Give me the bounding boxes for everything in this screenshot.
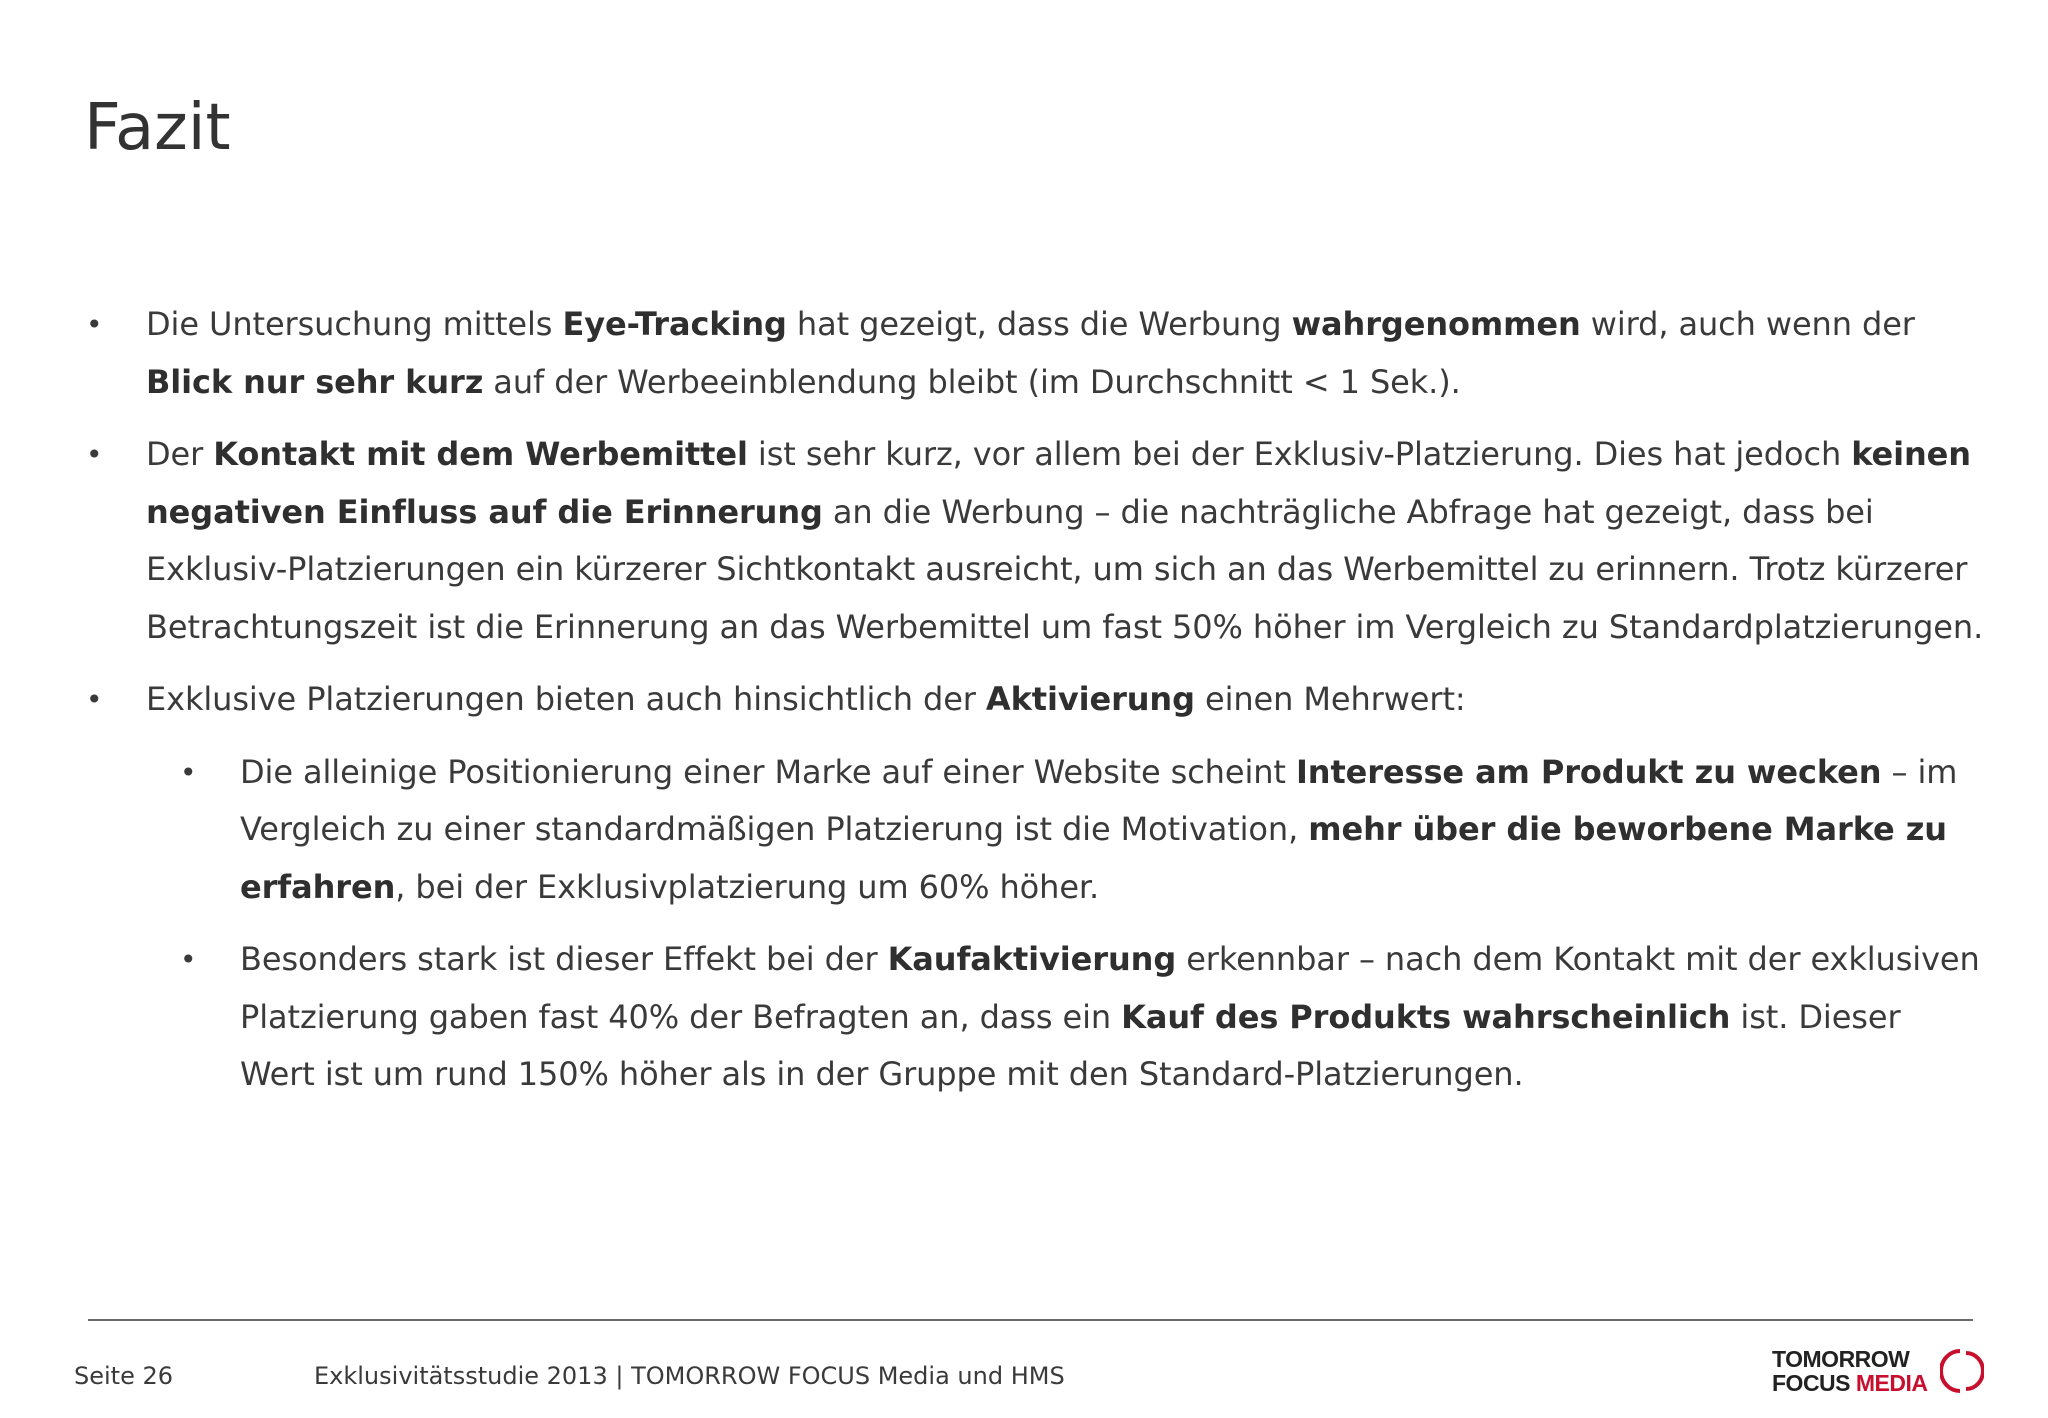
body-text: wird, auch wenn der — [1580, 305, 1915, 343]
body-text: Die Untersuchung mittels — [146, 305, 563, 343]
footer-study-title: Exklusivitätsstudie 2013 | TOMORROW FOCUS Media und HMS — [314, 1362, 1065, 1390]
emphasis-text: Aktivierung — [985, 680, 1195, 718]
logo-text-line2 — [1772, 1370, 1928, 1397]
emphasis-text: Eye-Tracking — [562, 305, 787, 343]
body-text: Die alleinige Positionierung einer Marke auf einer Website scheint — [240, 752, 1296, 791]
body-text: ist sehr kurz, vor allem bei der Exklusiv-Platzierung. Dies hat jedoch — [747, 435, 1852, 473]
bullet-icon: • — [86, 438, 103, 471]
emphasis-text: Kauf des Produkts wahrscheinlich — [1121, 997, 1731, 1036]
body-text: Der — [146, 435, 214, 473]
body-text: an die Werbung – die nachträgliche Abfrage hat gezeigt, dass bei Exklusiv-Platzierungen ein kürzerer Sichtkontakt ausreicht, um sich an das Werbemittel zu erinnern. Trotz kürzerer Betrachtungszeit ist die Erinnerung an das Werbemittel um fast 50% höher im Vergleich zu Standardplatzierungen. — [146, 492, 1984, 646]
footer-divider — [88, 1319, 1973, 1321]
emphasis-text: Kontakt mit dem Werbemittel — [213, 435, 748, 473]
logo-ring-icon — [1940, 1348, 1984, 1394]
bullet-list — [84, 296, 1984, 1104]
body-text: erkennbar – nach dem Kontakt mit der exklusiven Platzierung gaben fast 40% der Befragten an, dass ein — [240, 940, 1980, 1036]
body-text: – im Vergleich zu einer standardmäßigen Platzierung ist die Motivation, — [240, 752, 1958, 848]
bullet-icon: • — [86, 308, 103, 341]
bullet-icon: • — [86, 683, 103, 716]
content-area — [84, 296, 1984, 1119]
logo-text-line1: TOMORROW — [1772, 1346, 1910, 1372]
emphasis-text: Blick nur sehr kurz — [146, 362, 484, 401]
sub-bullet-item — [178, 744, 1984, 917]
bullet-item — [84, 426, 1984, 656]
slide-title: Fazit — [84, 91, 231, 165]
logo-text-media: MEDIA — [1855, 1370, 1928, 1396]
sub-bullet-item — [178, 931, 1984, 1104]
emphasis-text: Kaufaktivierung — [887, 940, 1177, 978]
bullet-item — [84, 671, 1984, 729]
emphasis-text: Interesse am Produkt zu wecken — [1295, 752, 1882, 791]
emphasis-text: keinen negativen Einfluss auf die Erinnerung — [146, 435, 1971, 531]
body-text: Exklusive Platzierungen bieten auch hinsichtlich der — [146, 680, 986, 718]
bullet-icon: • — [180, 943, 197, 976]
body-text: hat gezeigt, dass die Werbung — [786, 305, 1292, 343]
body-text: ist. Dieser Wert ist um rund 150% höher als in der Gruppe mit den Standard-Platzierungen. — [240, 997, 1901, 1093]
page-number: Seite 26 — [74, 1362, 174, 1390]
body-text: einen Mehrwert: — [1194, 680, 1466, 718]
logo-text-focus: FOCUS — [1772, 1370, 1856, 1396]
body-text: , bei der Exklusivplatzierung um 60% höher. — [395, 867, 1100, 906]
emphasis-text: mehr über die beworbene Marke zu erfahren — [240, 810, 1947, 906]
tomorrow-focus-media-logo — [1772, 1346, 1982, 1396]
body-text: Besonders stark ist dieser Effekt bei der — [240, 940, 888, 978]
bullet-item — [84, 296, 1984, 411]
body-text: auf der Werbeeinblendung bleibt (im Durchschnitt < 1 Sek.). — [483, 362, 1461, 401]
bullet-icon: • — [180, 755, 197, 789]
emphasis-text: wahrgenommen — [1291, 305, 1581, 343]
